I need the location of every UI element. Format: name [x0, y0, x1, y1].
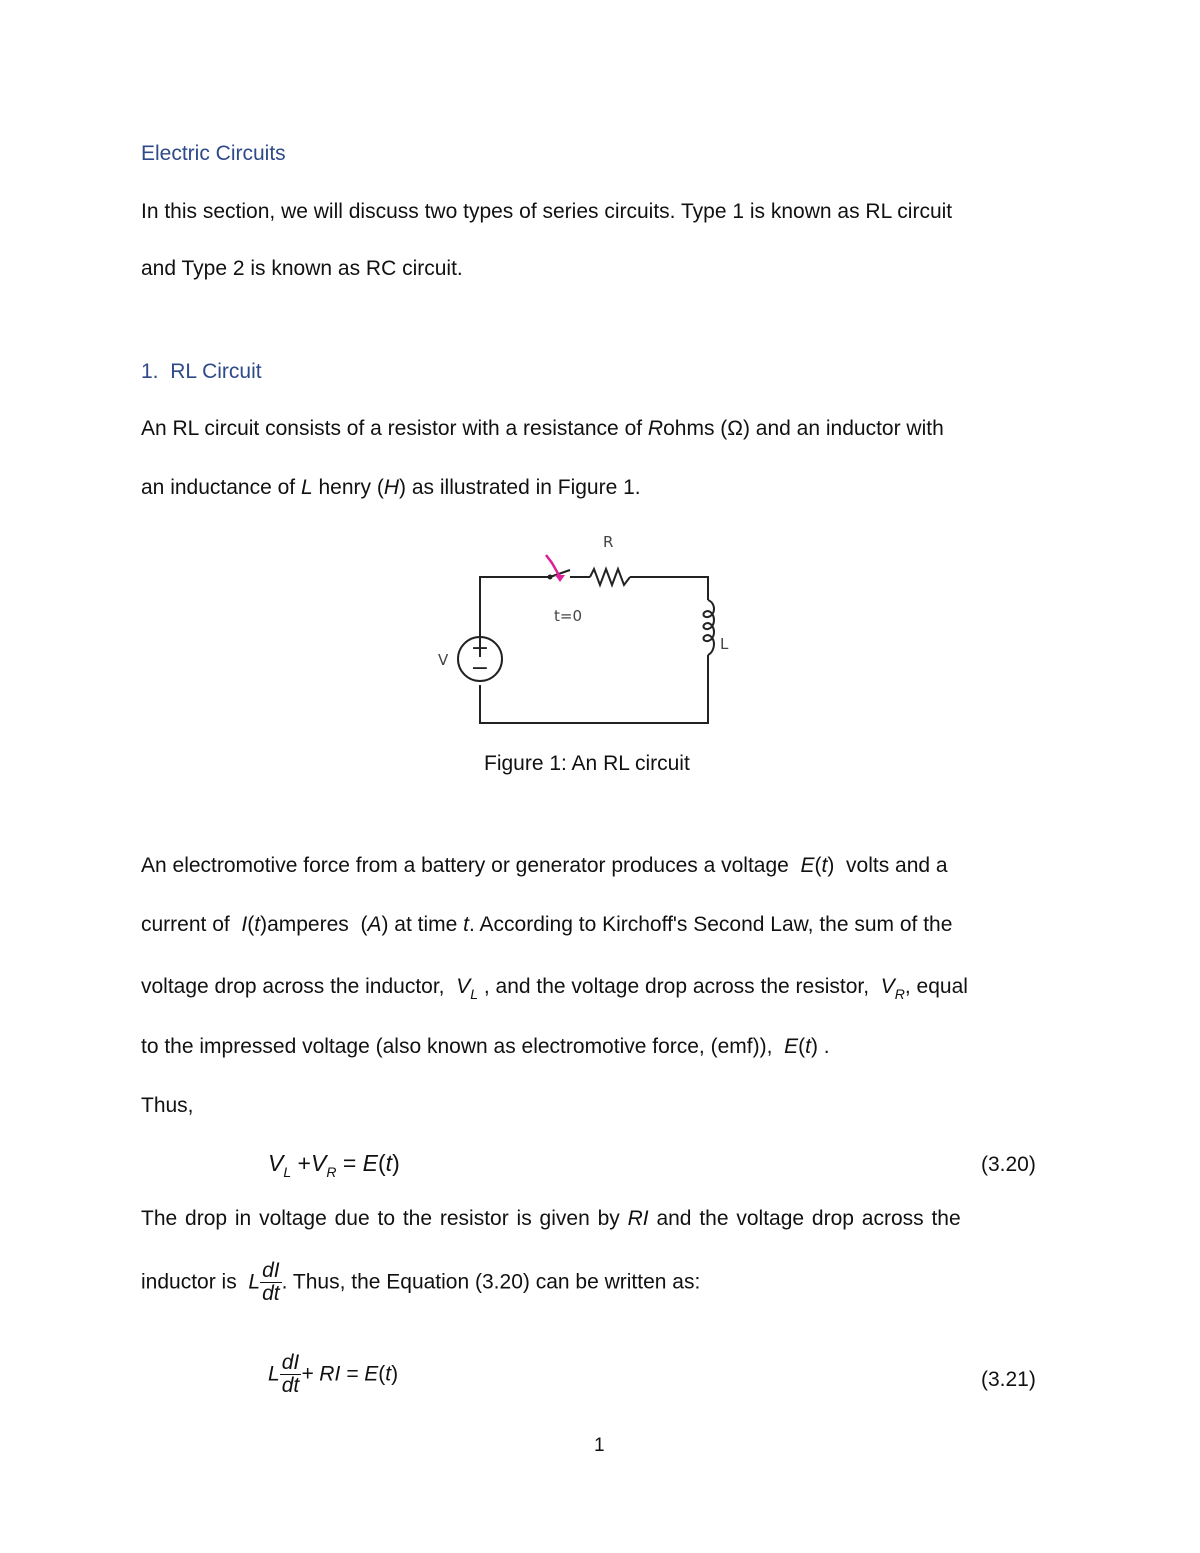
eq2-t: t	[385, 1362, 392, 1386]
figure-caption: Figure 1: An RL circuit	[484, 752, 690, 775]
symbol-H: H	[383, 476, 400, 499]
symbol-t: t	[821, 854, 828, 877]
rl-circuit-diagram	[420, 525, 750, 735]
label-V: V	[438, 651, 449, 669]
p3-text-1b: and the voltage drop across the	[656, 1207, 961, 1230]
switch-arrow	[546, 555, 560, 577]
p2-text-3b: , and the voltage drop across the resistor,	[483, 975, 870, 998]
symbol-V-2: V	[880, 975, 895, 998]
wire-right-bottom	[480, 655, 708, 723]
inline-fraction-dI-dt	[260, 1260, 282, 1305]
fraction-denominator: dt	[262, 1282, 280, 1305]
p3-text-2b: . Thus, the Equation (3.20) can be written as:	[281, 1270, 701, 1294]
p2-text-1a: An electromotive force from a battery or generator produces a voltage	[141, 854, 789, 877]
p2-text-2d: . According to Kirchoff's Second Law, the sum of the	[469, 913, 953, 936]
p1-text-d: henry (	[318, 476, 384, 499]
switch-contact	[548, 575, 553, 580]
paragraph-1-line-1	[141, 416, 944, 442]
eq1-sub-L: L	[283, 1164, 292, 1180]
eq1-E: E	[362, 1150, 378, 1176]
eq1-V-2: V	[310, 1150, 327, 1176]
equation-3-21: L $\frac{dI}{dt}$ + RI = E(t)	[268, 1351, 399, 1397]
page-number: 1	[594, 1435, 605, 1456]
paragraph-2-line-2: current of I(t)amperes (A) at time t. According to Kirchoff's Second Law, the sum of the	[141, 913, 953, 936]
p2-text-2b: amperes	[267, 913, 349, 936]
equation-3-20: $V_L +V_R = E(t)$	[268, 1150, 400, 1180]
equation-number-3-21: (3.21)	[981, 1368, 1036, 1391]
eq2-numerator: dI	[281, 1351, 300, 1374]
symbol-R: R	[647, 417, 664, 440]
paragraph-2-line-1: An electromotive force from a battery or generator produces a voltage E(t) volts and a	[141, 854, 948, 877]
label-L: L	[720, 635, 729, 653]
subscript-R: R	[894, 986, 905, 1002]
symbol-t-4: t	[805, 1035, 811, 1058]
symbol-RI: RI	[627, 1207, 649, 1230]
source-minus: −	[470, 656, 490, 681]
intro-line-2: and Type 2 is known as RC circuit.	[141, 257, 463, 280]
symbol-t-2: t	[254, 913, 261, 936]
p3-text-1a: The drop in voltage due to the resistor is given by	[141, 1207, 620, 1230]
p2-text-2c: at time	[394, 913, 458, 936]
paragraph-3-line-2	[141, 1260, 700, 1305]
p2-text-3a: voltage drop across the inductor,	[141, 975, 445, 998]
p2-text-4b: .	[823, 1035, 830, 1058]
eq2-L: L	[268, 1362, 280, 1386]
paragraph-2-line-3	[141, 974, 968, 1001]
inductor-coil	[704, 600, 715, 655]
wire-top-right	[630, 577, 708, 600]
wire-left-top	[480, 577, 550, 657]
p1-text-e: ) as illustrated in Figure 1.	[399, 476, 641, 499]
inline-L: L	[248, 1270, 261, 1294]
label-R: R	[603, 533, 614, 551]
eq2-denominator: dt	[281, 1374, 300, 1397]
subscript-L: L	[470, 986, 478, 1002]
eq1-sub-R: R	[326, 1164, 337, 1180]
symbol-t-3: t	[463, 913, 470, 936]
symbol-E: E	[800, 854, 815, 877]
p2-text-3c: , equal	[904, 975, 968, 998]
p2-text-2a: current of	[141, 913, 230, 936]
symbol-E-2: E	[784, 1035, 799, 1058]
thus-label: Thus,	[141, 1094, 194, 1117]
paragraph-1-line-2	[141, 475, 641, 501]
p2-text-4a: to the impressed voltage (also known as electromotive force, (emf)),	[141, 1035, 773, 1058]
p3-text-2a: inductor is	[141, 1270, 237, 1294]
source-plus: +	[470, 636, 490, 661]
symbol-V: V	[456, 975, 471, 998]
symbol-I: I	[241, 913, 248, 936]
symbol-A: A	[367, 913, 382, 936]
subsection-title: RL Circuit	[170, 360, 262, 383]
paragraph-3-line-1	[141, 1206, 961, 1232]
eq2-fraction	[280, 1352, 302, 1397]
eq2-mid: + RI =	[301, 1362, 365, 1386]
fraction-numerator: dI	[262, 1259, 280, 1282]
eq1-t: t	[385, 1150, 393, 1176]
intro-line-1: In this section, we will discuss two types of series circuits. Type 1 is known as RL circuit	[141, 200, 953, 223]
eq2-E: E	[364, 1362, 379, 1386]
p2-text-1b: volts and a	[846, 854, 948, 877]
label-t0: t=0	[554, 607, 582, 625]
eq1-V: V	[268, 1150, 284, 1176]
section-title: Electric Circuits	[141, 142, 286, 165]
equation-number-3-20: (3.20)	[981, 1153, 1036, 1176]
switch-arrow-head	[555, 575, 565, 582]
paragraph-2-line-4: to the impressed voltage (also known as electromotive force, (emf)), E(t) .	[141, 1035, 830, 1058]
p1-text-c: an inductance of	[141, 476, 296, 499]
resistor	[590, 569, 630, 585]
p1-text-b: ohms (Ω) and an inductor with	[663, 417, 944, 440]
symbol-L: L	[300, 476, 313, 499]
p1-text-a: An RL circuit consists of a resistor with a resistance of	[141, 417, 643, 440]
subsection-number: 1.	[141, 360, 159, 383]
subsection-heading	[141, 360, 262, 384]
